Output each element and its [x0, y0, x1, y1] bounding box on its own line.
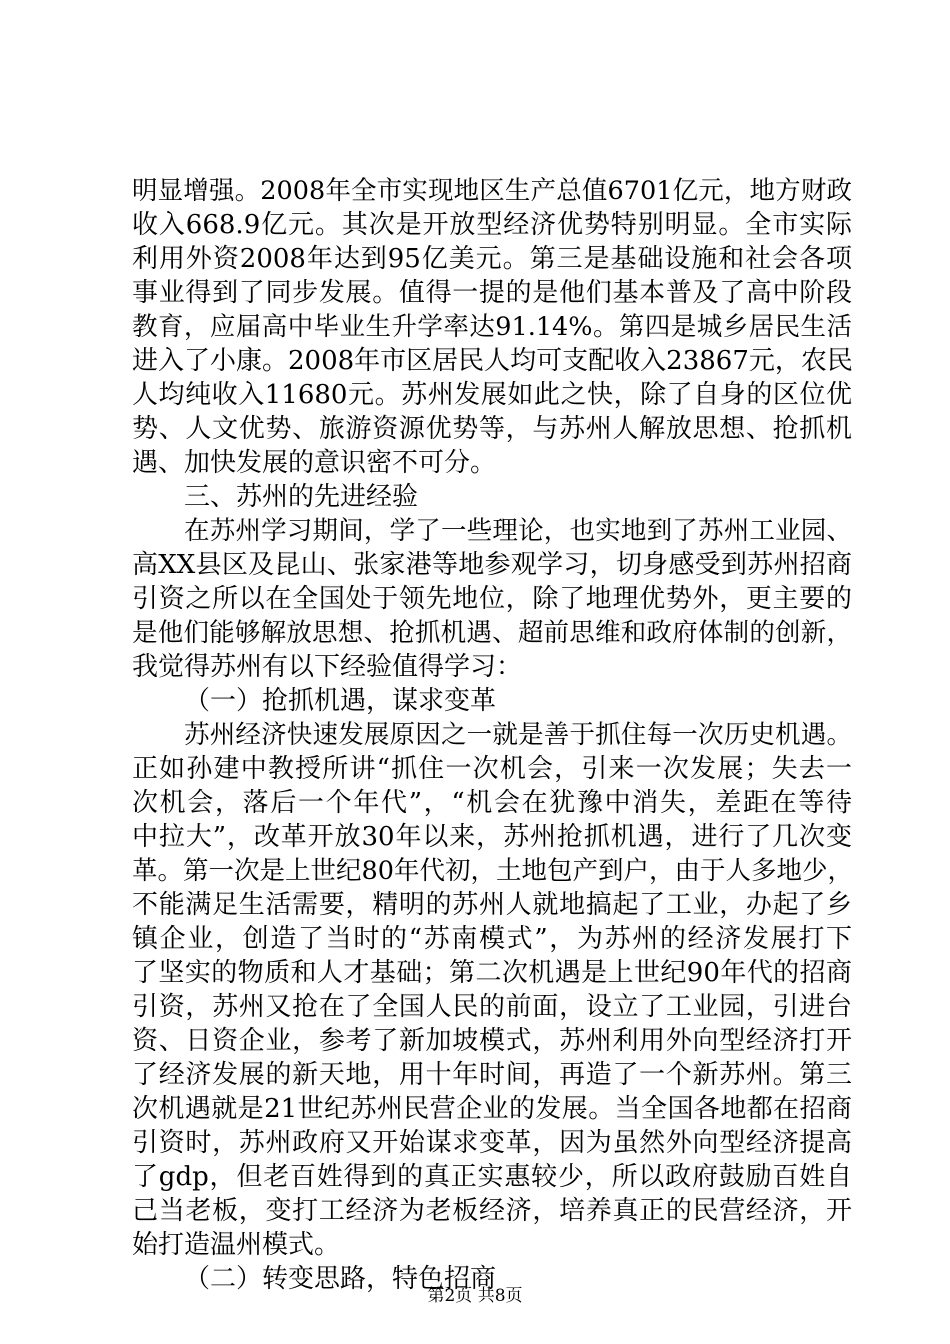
text-line: 次机会，落后一个年代”，“机会在犹豫中消失，差距在等待: [132, 788, 852, 818]
text-line: 镇企业，创造了当时的“苏南模式”，为苏州的经济发展打下: [132, 924, 852, 954]
document-body: [132, 174, 852, 1296]
page-footer: 第2页 共8页: [427, 1286, 523, 1306]
text-line: 正如孙建中教授所讲“抓住一次机会，引来一次发展；失去一: [132, 754, 852, 784]
text-line: 利用外资2008年达到95亿美元。第三是基础设施和社会各项: [132, 244, 852, 274]
text-line: 了gdp，但老百姓得到的真正实惠较少，所以政府鼓励百姓自: [132, 1162, 852, 1192]
text-line: 我觉得苏州有以下经验值得学习：: [132, 652, 523, 682]
text-line: 了坚实的物质和人才基础；第二次机遇是上世纪90年代的招商: [132, 958, 852, 988]
text-line: 明显增强。2008年全市实现地区生产总值6701亿元，地方财政: [132, 176, 852, 206]
text-line: 资、日资企业，参考了新加坡模式，苏州利用外向型经济打开: [132, 1026, 852, 1056]
text-line: 引资之所以在全国处于领先地位，除了地理优势外，更主要的: [132, 584, 852, 614]
text-line: 革。第一次是上世纪80年代初，土地包产到户，由于人多地少，: [132, 856, 853, 886]
paragraph-first-line: 苏州经济快速发展原因之一就是善于抓住每一次历史机遇。: [184, 720, 852, 750]
text-line: 势、人文优势、旅游资源优势等，与苏州人解放思想、抢抓机: [132, 414, 852, 444]
text-line: 始打造温州模式。: [132, 1230, 341, 1260]
text-line: 进入了小康。2008年市区居民人均可支配收入23867元，农民: [132, 346, 853, 376]
subsection-heading: （一）抢抓机遇，谋求变革: [184, 686, 497, 716]
text-line: 事业得到了同步发展。值得一提的是他们基本普及了高中阶段: [132, 278, 852, 308]
paragraph-first-line: 在苏州学习期间，学了一些理论，也实地到了苏州工业园、: [184, 516, 852, 546]
text-line: 收入668.9亿元。其次是开放型经济优势特别明显。全市实际: [132, 210, 852, 240]
text-line: 次机遇就是21世纪苏州民营企业的发展。当全国各地都在招商: [132, 1094, 852, 1124]
text-line: 遇、加快发展的意识密不可分。: [132, 448, 497, 478]
text-line: 是他们能够解放思想、抢抓机遇、超前思维和政府体制的创新，: [132, 618, 852, 648]
subsection-heading: （二）转变思路，特色招商: [184, 1264, 497, 1294]
text-line: 引资时，苏州政府又开始谋求变革，因为虽然外向型经济提高: [132, 1128, 852, 1158]
text-line: 不能满足生活需要，精明的苏州人就地搞起了工业，办起了乡: [132, 890, 852, 920]
text-line: 高XX县区及昆山、张家港等地参观学习，切身感受到苏州招商: [132, 550, 852, 580]
text-line: 中拉大”，改革开放30年以来，苏州抢抓机遇，进行了几次变: [132, 822, 852, 852]
text-line: 教育，应届高中毕业生升学率达91.14%。第四是城乡居民生活: [132, 312, 852, 342]
text-line: 了经济发展的新天地，用十年时间，再造了一个新苏州。第三: [132, 1060, 852, 1090]
text-line: 人均纯收入11680元。苏州发展如此之快，除了自身的区位优: [132, 380, 852, 410]
section-heading: 三、苏州的先进经验: [184, 482, 419, 512]
text-line: 己当老板，变打工经济为老板经济，培养真正的民营经济，开: [132, 1196, 852, 1226]
text-line: 引资，苏州又抢在了全国人民的前面，设立了工业园，引进台: [132, 992, 852, 1022]
